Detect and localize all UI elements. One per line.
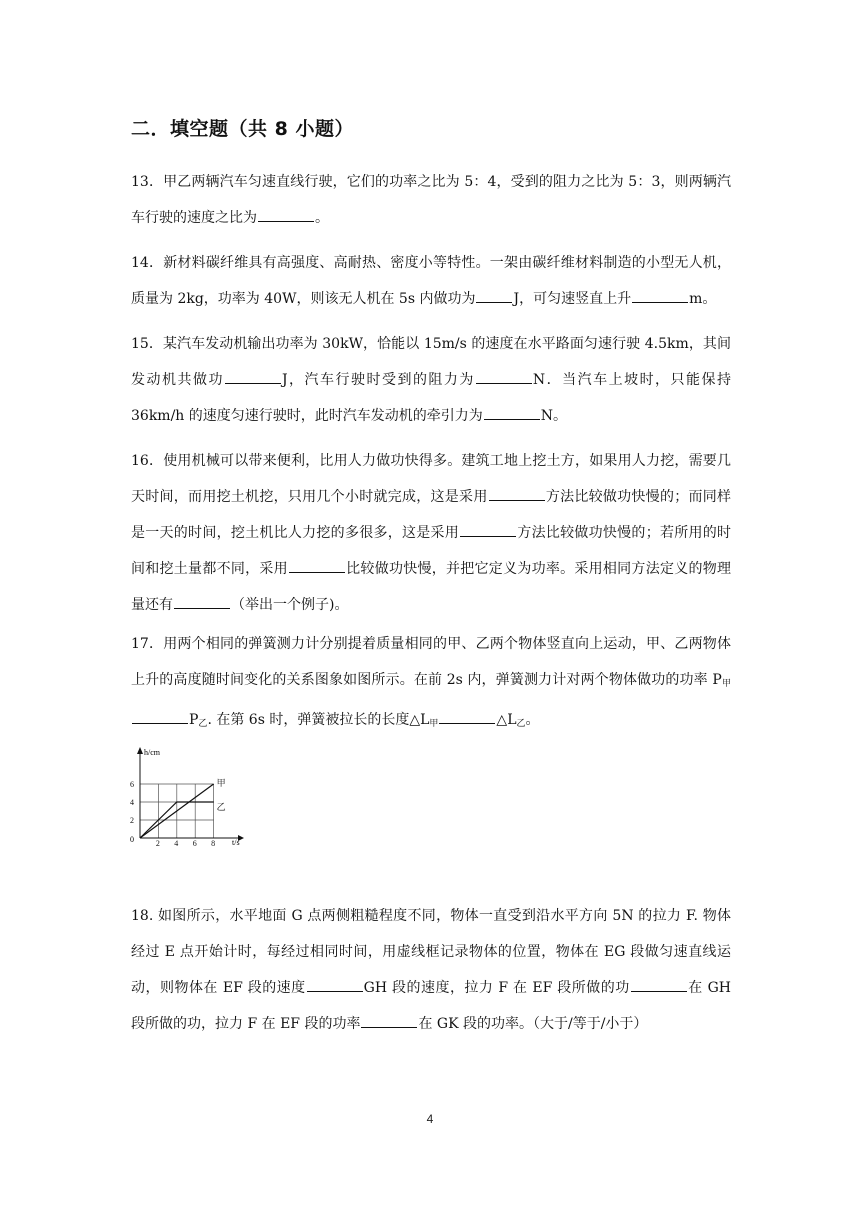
- q15-text-3: N．当汽车上坡时，只能保持 36km/h 的速度匀速行驶时，此时汽车发动机的牵引力为: [131, 372, 732, 424]
- q18-blank-3[interactable]: [361, 1013, 417, 1028]
- q16-blank-3[interactable]: [289, 558, 345, 573]
- q14-text-3: m。: [689, 291, 717, 307]
- q16-blank-2[interactable]: [460, 522, 516, 537]
- q13-blank-1[interactable]: [258, 207, 314, 222]
- series-jia-label: 甲: [216, 778, 226, 788]
- height-time-graph: [128, 744, 278, 856]
- x-tick-label: 8: [211, 839, 216, 848]
- q15-blank-1[interactable]: [225, 369, 281, 384]
- graph-series: [140, 778, 226, 838]
- q17-text-2: P: [189, 712, 199, 728]
- q17-text-3: . 在第 6s 时，弹簧被拉长的长度△L: [207, 712, 430, 728]
- question-13: [131, 164, 731, 236]
- section-title: 二．填空题（共 8 小题）: [131, 118, 354, 140]
- x-tick-label: 4: [174, 839, 179, 848]
- question-16: [131, 443, 731, 623]
- x-axis-label: t/s: [232, 838, 240, 847]
- page-number: 4: [426, 1112, 434, 1126]
- q15-text-1: 15．某汽车发动机输出功率为 30kW，恰能以 15m/s 的速度在水平路面匀速行驶 4.5km，其间发动机共做功: [131, 336, 731, 388]
- q17-subscript-jia-2: 甲: [429, 719, 439, 729]
- y-tick-label: 4: [130, 798, 134, 807]
- q18-blank-2[interactable]: [631, 977, 687, 992]
- q16-text-4: 比较做功快慢，并把它定义为功率。采用相同方法定义的物理量还有: [131, 561, 732, 613]
- q16-text-2: 方法比较做功快慢的；而同样是一天的时间，挖土机比人力挖的多很多，这是采用: [131, 489, 731, 541]
- q17-subscript-yi-2: 乙: [516, 719, 526, 729]
- q16-text-5: （举出一个例子)。: [231, 597, 349, 613]
- origin-label: 0: [130, 835, 134, 844]
- q18-text-1: 18. 如图所示，水平地面 G 点两侧粗糙程度不同，物体一直受到沿水平方向 5N 的拉力 F. 物体经过 E 点开始计时，每经过相同时间，用虚线框记录物体的位置，物体在 EG 段做匀速直线运动，则物体在 EF 段的速度: [131, 908, 731, 996]
- q14-blank-1[interactable]: [476, 288, 512, 303]
- q17-text-1: 17．用两个相同的弹簧测力计分别提着质量相同的甲、乙两个物体竖直向上运动，甲、乙两物体上升的高度随时间变化的关系图象如图所示。在前 2s 内，弹簧测力计对两个物体做功的功率 P: [131, 636, 731, 688]
- q15-text-4: N。: [540, 408, 568, 424]
- q18-text-4: 在 GK 段的功率。（大于/等于/小于）: [418, 1016, 648, 1032]
- x-tick-label: 6: [192, 839, 197, 848]
- q16-text-3: 方法比较做功快慢的；若所用的时间和挖土量都不同，采用: [131, 525, 732, 577]
- q18-text-3: 在 GH 段所做的功，拉力 F 在 EF 段的功率: [131, 980, 732, 1032]
- series-yi-label: 乙: [216, 802, 226, 812]
- q14-blank-2[interactable]: [632, 288, 688, 303]
- q13-text-2: 。: [315, 210, 329, 226]
- q14-text-2: J，可匀速竖直上升: [513, 291, 632, 307]
- y-axis-label: h/cm: [144, 748, 160, 757]
- q17-subscript-yi: 乙: [198, 719, 208, 729]
- q14-text-1: 14．新材料碳纤维具有高强度、高耐热、密度小等特性。一架由碳纤维材料制造的小型无人机，质量为 2kg，功率为 40W，则该无人机在 5s 内做功为: [131, 255, 731, 307]
- q18-blank-1[interactable]: [307, 977, 363, 992]
- q15-text-2: J，汽车行驶时受到的阻力为: [281, 372, 475, 388]
- question-18: [131, 898, 731, 1042]
- q15-blank-3[interactable]: [484, 405, 540, 420]
- q17-text-4: △L: [496, 712, 517, 728]
- q15-blank-2[interactable]: [476, 369, 532, 384]
- q17-blank-1[interactable]: [132, 709, 188, 724]
- q16-blank-1[interactable]: [489, 486, 545, 501]
- question-17: [131, 626, 731, 742]
- q17-blank-2[interactable]: [439, 709, 495, 724]
- question-15: [131, 326, 731, 434]
- question-14: [131, 245, 731, 317]
- q17-subscript-jia: 甲: [721, 679, 731, 689]
- q16-text-1: 16．使用机械可以带来便利，比用人力做功快得多。建筑工地上挖土方，如果用人力挖，需要几天时间，而用挖土机挖，只用几个小时就完成，这是采用: [131, 453, 731, 505]
- y-tick-label: 6: [130, 780, 134, 789]
- q16-blank-4[interactable]: [174, 594, 230, 609]
- x-tick-label: 2: [155, 839, 160, 848]
- q17-text-5: 。: [525, 712, 540, 728]
- q13-text-1: 13．甲乙两辆汽车匀速直线行驶，它们的功率之比为 5：4，受到的阻力之比为 5：3，则两辆汽车行驶的速度之比为: [131, 174, 731, 226]
- y-tick-label: 2: [130, 816, 134, 825]
- y-axis-arrow: [137, 747, 143, 754]
- q18-text-2: GH 段的速度，拉力 F 在 EF 段所做的功: [363, 980, 630, 996]
